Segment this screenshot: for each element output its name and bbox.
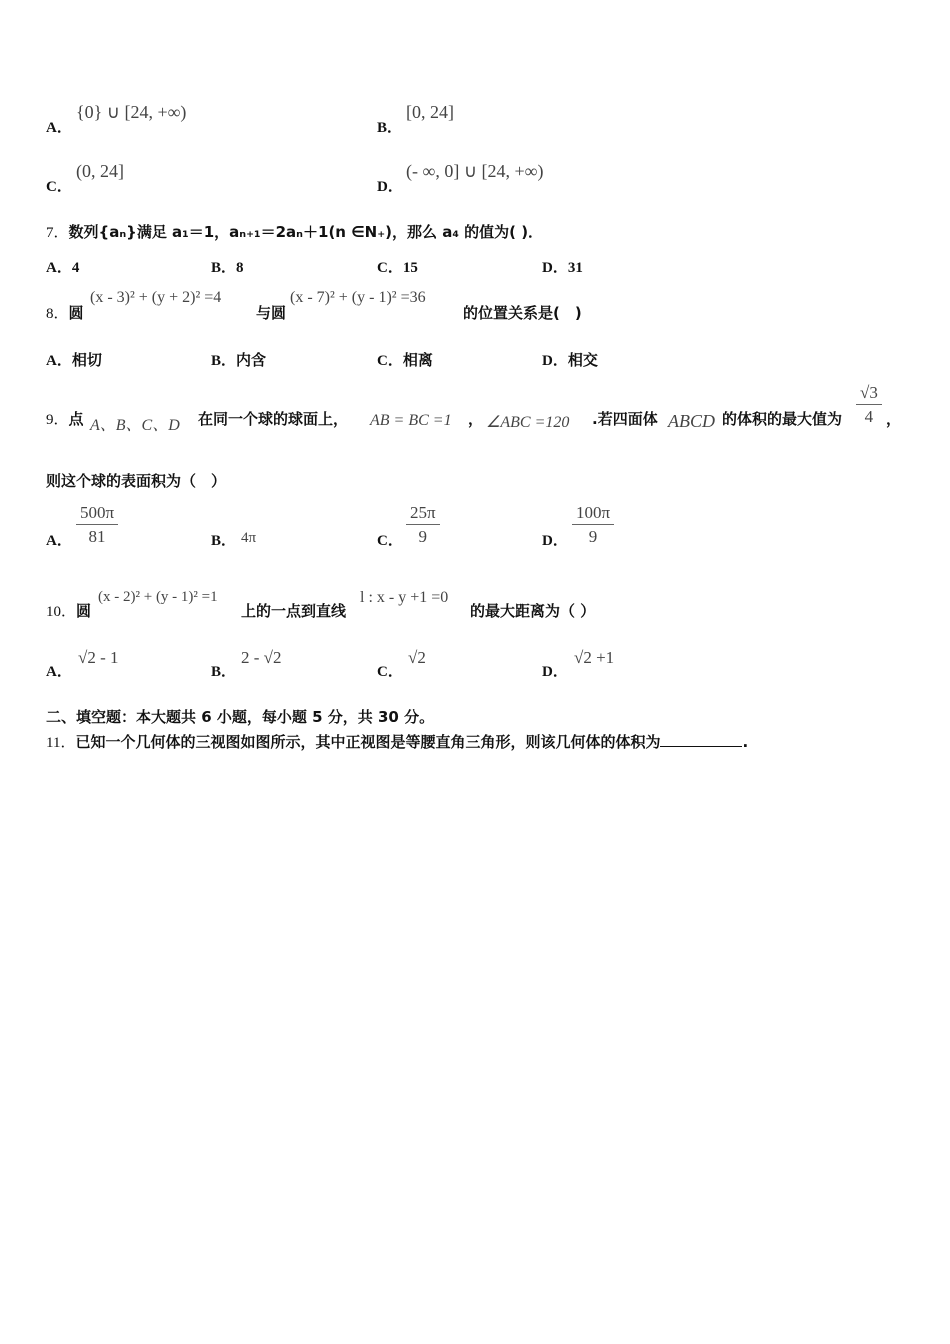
q7-option-c: C．15 bbox=[377, 260, 418, 276]
q11-stem bbox=[46, 731, 748, 752]
q9-line2: 则这个球的表面积为（ ） bbox=[46, 472, 227, 490]
q7-option-b: B．8 bbox=[211, 260, 244, 276]
q6-option-a-expr: {0} ∪ [24, +∞) bbox=[76, 102, 187, 122]
q10-text3: 的最大距离为（ ） bbox=[470, 602, 596, 620]
q8-text3: 的位置关系是( ) bbox=[463, 304, 582, 322]
q9-angle-abc: ∠ABC =120 bbox=[486, 414, 570, 431]
q8-text2: 与圆 bbox=[256, 304, 287, 322]
q10-option-d-value: √2 +1 bbox=[574, 648, 615, 667]
q10-text2: 上的一点到直线 bbox=[241, 602, 347, 620]
q10-option-a-value: √2 - 1 bbox=[78, 648, 119, 667]
q10-option-b-label: B． bbox=[211, 664, 237, 680]
q9-option-b-value: 4π bbox=[241, 530, 257, 546]
q8-option-b: B．内含 bbox=[211, 351, 267, 369]
q6-option-c-label: C． bbox=[46, 179, 72, 195]
q8-option-d: D．相交 bbox=[542, 351, 598, 369]
q10-line-equation: l : x - y +1 =0 bbox=[360, 589, 449, 606]
q9-frac-num: √3 bbox=[856, 383, 882, 405]
q10-option-a-label: A． bbox=[46, 664, 72, 680]
q9-number: 9． bbox=[46, 412, 69, 428]
q8-circle1-equation: (x - 3)² + (y + 2)² =4 bbox=[90, 289, 222, 306]
q9-option-a-label: A． bbox=[46, 533, 72, 549]
q8-option-c: C．相离 bbox=[377, 351, 433, 369]
q10-text1: 圆 bbox=[76, 602, 92, 620]
q9-text4: 的体积的最大值为 bbox=[722, 410, 843, 428]
q6-option-d-expr: (- ∞, 0] ∪ [24, +∞) bbox=[406, 161, 544, 181]
q6-option-d-label: D． bbox=[377, 179, 403, 195]
q9-ab-bc: AB = BC =1 bbox=[370, 412, 452, 429]
q7-stem bbox=[46, 221, 543, 242]
q9-option-c-label: C． bbox=[377, 533, 403, 549]
q6-option-a-label: A． bbox=[46, 120, 72, 136]
q11-answer-blank[interactable] bbox=[660, 732, 742, 747]
q6-option-c-expr: (0, 24] bbox=[76, 161, 124, 181]
q9-text2: 在同一个球的球面上， bbox=[198, 410, 349, 428]
q11-end: . bbox=[742, 733, 749, 751]
q9-points: A、B、C、D bbox=[90, 417, 180, 434]
q9-text5: ， bbox=[886, 410, 902, 428]
q9-comma: ， bbox=[468, 410, 484, 428]
q8-option-a: A．相切 bbox=[46, 351, 102, 369]
q9-text3: .若四面体 bbox=[592, 410, 658, 428]
q9-option-b-label: B． bbox=[211, 533, 237, 549]
q11-number: 11． bbox=[46, 735, 76, 751]
q9-max-volume-fraction bbox=[856, 383, 882, 427]
q9-abcd: ABCD bbox=[668, 411, 715, 431]
q8-number: 8． bbox=[46, 306, 69, 322]
q7-number: 7． bbox=[46, 225, 69, 241]
q8-circle2-equation: (x - 7)² + (y - 1)² =36 bbox=[290, 289, 426, 306]
q6-option-b-label: B． bbox=[377, 120, 403, 136]
q9-option-d-label: D． bbox=[542, 533, 568, 549]
q9-number-block bbox=[46, 408, 84, 429]
q10-option-b-value: 2 - √2 bbox=[241, 648, 282, 667]
q8-number-block bbox=[46, 302, 84, 323]
section-fill-in-title: 二、填空题：本大题共 6 小题，每小题 5 分，共 30 分。 bbox=[46, 708, 435, 726]
q6-option-b-expr: [0, 24] bbox=[406, 102, 454, 122]
q9-option-a-fraction: $\frac{500\pi}{81}$ bbox=[76, 503, 118, 547]
q10-option-d-label: D． bbox=[542, 664, 568, 680]
q10-option-c-label: C． bbox=[377, 664, 403, 680]
q10-number: 10． bbox=[46, 604, 77, 620]
q9-frac-den: 4 bbox=[864, 407, 874, 426]
q7-option-a: A．4 bbox=[46, 260, 80, 276]
q7-option-d: D．31 bbox=[542, 260, 583, 276]
q10-circle-equation: (x - 2)² + (y - 1)² =1 bbox=[98, 589, 218, 605]
q7-text: 数列{aₙ}满足 a₁＝1，aₙ₊₁＝2aₙ＋1(n ∈N₊)，那么 a₄ 的值为( )． bbox=[68, 223, 544, 241]
q11-text: 已知一个几何体的三视图如图所示，其中正视图是等腰直角三角形，则该几何体的体积为 bbox=[75, 733, 661, 751]
q10-option-c-value: √2 bbox=[408, 648, 426, 667]
q9-text1: 点 bbox=[68, 410, 84, 428]
q8-text1: 圆 bbox=[68, 304, 84, 322]
q9-option-d-fraction: $\frac{100\pi}{9}$ bbox=[572, 503, 614, 547]
q9-option-c-fraction: $\frac{25\pi}{9}$ bbox=[406, 503, 440, 547]
q10-number-block bbox=[46, 600, 91, 621]
